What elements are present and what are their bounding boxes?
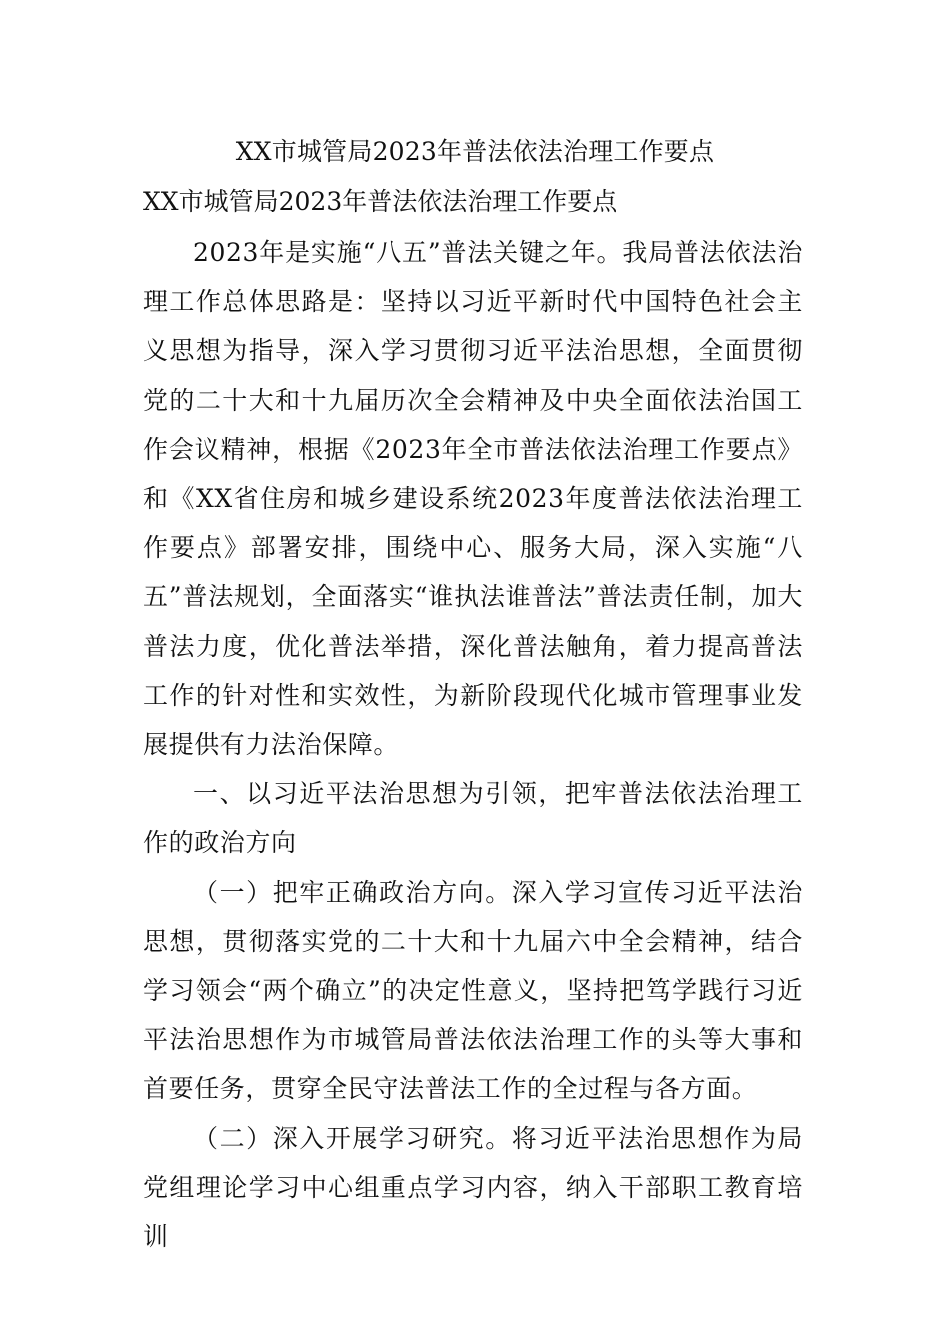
paragraph-item-1: （一）把牢正确政治方向。深入学习宣传习近平法治思想，贯彻落实党的二十大和十九届六中全会精神，结合学习领会“两个确立”的决定性意义，坚持把笃学践行习近平法治思想作为市城管局普法依法治理工作的头等大事和首要任务，贯穿全民守法普法工作的全过程与各方面。 <box>143 877 803 1104</box>
document-subtitle: XX市城管局2023年普法依法治理工作要点 <box>143 187 618 216</box>
document-body <box>143 228 803 1261</box>
paragraph-section-heading-1: 一、以习近平法治思想为引领，把牢普法依法治理工作的政治方向 <box>143 779 803 858</box>
paragraph-intro: 2023年是实施“八五”普法关键之年。我局普法依法治理工作总体思路是：坚持以习近平新时代中国特色社会主义思想为指导，深入学习贯彻习近平法治思想，全面贯彻党的二十大和十九届历次全会精神及中央全面依法治国工作会议精神，根据《2023年全市普法依法治理工作要点》和《XX省住房和城乡建设系统2023年度普法依法治理工作要点》部署安排，围绕中心、服务大局，深入实施“八五”普法规划，全面落实“谁执法谁普法”普法责任制，加大普法力度，优化普法举措，深化普法触角，着力提高普法工作的针对性和实效性，为新阶段现代化城市管理事业发展提供有力法治保障。 <box>143 238 803 760</box>
paragraph-item-2: （二）深入开展学习研究。将习近平法治思想作为局党组理论学习中心组重点学习内容，纳入干部职工教育培训 <box>143 1123 803 1252</box>
document-title: XX市城管局2023年普法依法治理工作要点 <box>235 137 715 166</box>
